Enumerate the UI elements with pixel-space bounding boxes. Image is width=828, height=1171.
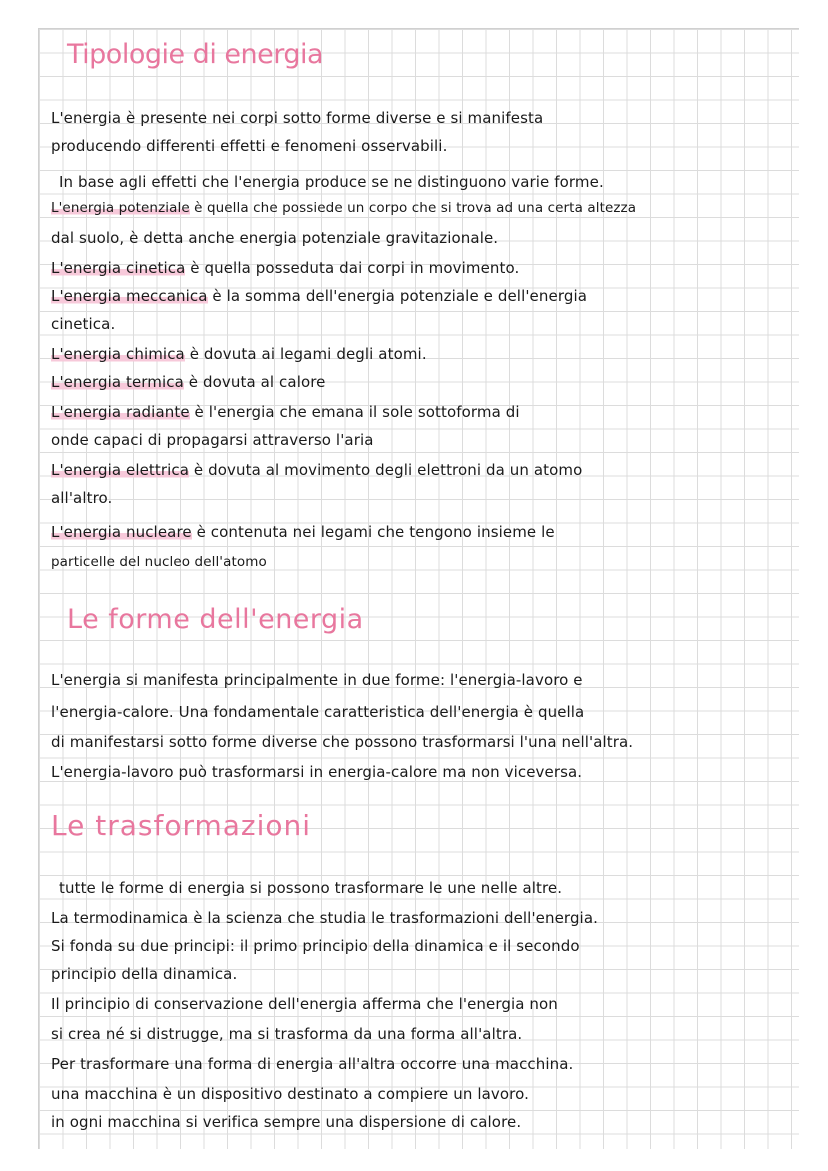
definition-line-nucleare [51,521,555,543]
text-line: principio della dinamica. [51,965,238,983]
text-line: La termodinamica è la scienza che studia le trasformazioni dell'energia. [51,909,598,927]
highlighted-term: L'energia termica [51,373,184,391]
text-line: In base agli effetti che l'energia produce se ne distinguono varie forme. [59,173,604,191]
highlighted-term: L'energia potenziale [51,200,190,216]
text-line: Il principio di conservazione dell'energia afferma che l'energia non [51,995,558,1013]
definition-text: è l'energia che emana il sole sottoforma di [189,403,520,421]
definition-line-meccanica [51,285,587,307]
definition-text: è la somma dell'energia potenziale e dell'energia [207,287,588,305]
highlighted-term: L'energia meccanica [51,287,208,305]
definition-line-radiante [51,401,520,423]
definition-text: è dovuta al movimento degli elettroni da un atomo [189,461,583,479]
highlighted-term: L'energia cinetica [51,259,186,277]
definition-line-chimica [51,343,427,365]
definition-text: è contenuta nei legami che tengono insieme le [191,523,555,541]
text-line: tutte le forme di energia si possono trasformare le une nelle altre. [59,879,563,897]
section-title-trasformazioni: Le trasformazioni [51,809,312,842]
text-line: L'energia-lavoro può trasformarsi in energia-calore ma non viceversa. [51,763,583,781]
highlighted-term: L'energia nucleare [51,523,192,541]
definition-line-cinetica [51,257,519,279]
definition-text: è quella che possiede un corpo che si trova ad una certa altezza [189,200,637,216]
text-line: onde capaci di propagarsi attraverso l'aria [51,431,374,449]
definition-text: è dovuta ai legami degli atomi. [184,345,427,363]
text-line: l'energia-calore. Una fondamentale caratteristica dell'energia è quella [51,703,585,721]
text-line: dal suolo, è detta anche energia potenziale gravitazionale. [51,229,499,247]
definition-line-elettrica [51,459,582,481]
text-line: di manifestarsi sotto forme diverse che possono trasformarsi l'una nell'altra. [51,733,634,751]
text-line: particelle del nucleo dell'atomo [51,554,267,570]
definition-line-potenziale [51,197,636,219]
definition-text: è quella posseduta dai corpi in movimento. [185,259,520,277]
text-line: cinetica. [51,315,116,333]
section-title-forme: Le forme dell'energia [67,604,364,635]
text-line: una macchina è un dispositivo destinato a compiere un lavoro. [51,1085,529,1103]
highlighted-term: L'energia elettrica [51,461,190,479]
text-line: L'energia si manifesta principalmente in due forme: l'energia-lavoro e [51,671,583,689]
text-line: L'energia è presente nei corpi sotto forme diverse e si manifesta [51,109,544,127]
grid-paper-page [38,28,799,1149]
text-line: Si fonda su due principi: il primo principio della dinamica e il secondo [51,937,580,955]
highlighted-term: L'energia chimica [51,345,185,363]
text-line: Per trasformare una forma di energia all'altra occorre una macchina. [51,1055,574,1073]
text-line: si crea né si distrugge, ma si trasforma da una forma all'altra. [51,1025,523,1043]
text-line: all'altro. [51,489,113,507]
definition-line-termica [51,371,326,393]
highlighted-term: L'energia radiante [51,403,190,421]
text-line: producendo differenti effetti e fenomeni osservabili. [51,137,448,155]
definition-text: è dovuta al calore [183,373,326,391]
text-line: in ogni macchina si verifica sempre una dispersione di calore. [51,1113,522,1131]
section-title-tipologie: Tipologie di energia [67,39,324,70]
